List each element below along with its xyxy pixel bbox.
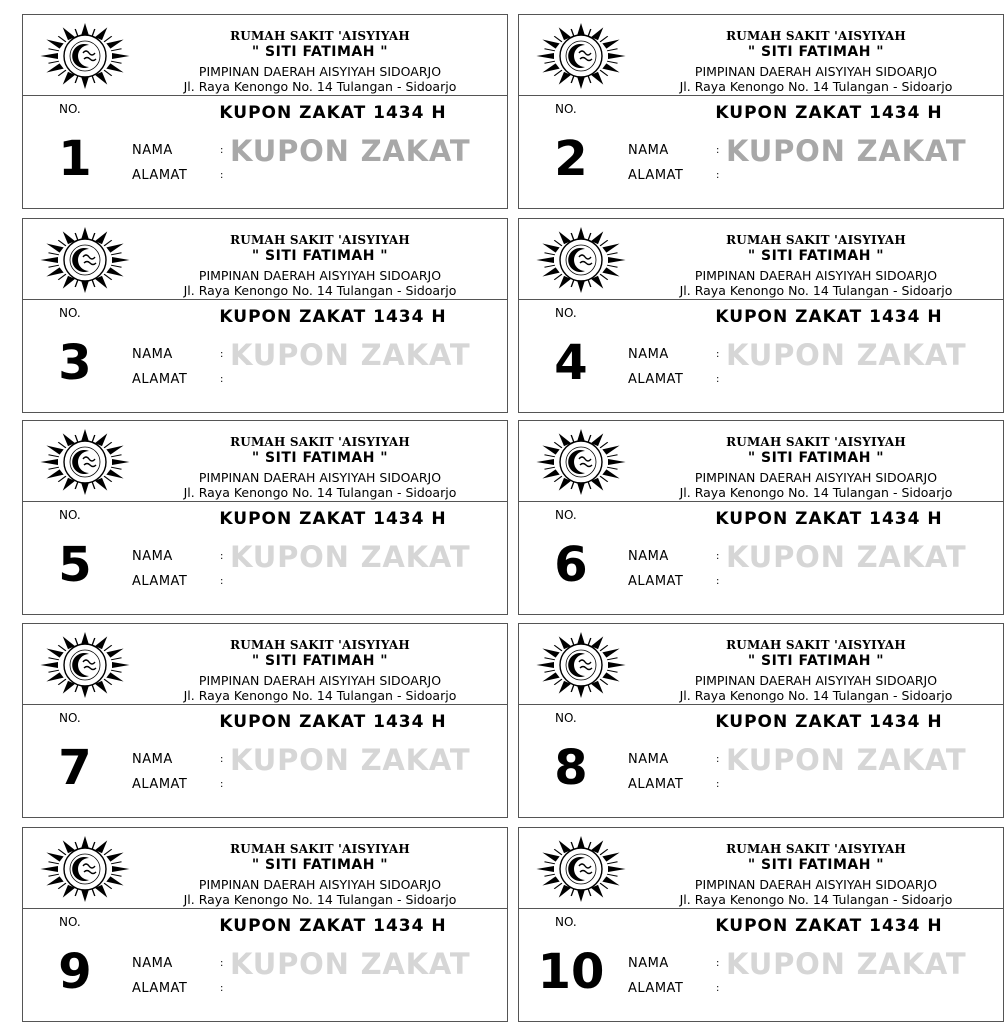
zakat-coupon: [518, 420, 1004, 615]
alamat-label: ALAMAT: [132, 168, 188, 183]
coupon-number: 4: [554, 335, 588, 391]
nama-label: NAMA: [628, 347, 669, 362]
zakat-coupon: [22, 623, 508, 818]
hospital-name: RUMAH SAKIT 'AISYIYAH: [230, 435, 410, 449]
hospital-name: RUMAH SAKIT 'AISYIYAH: [230, 638, 410, 652]
nama-colon: :: [220, 349, 224, 360]
header-divider: [23, 501, 507, 502]
alamat-colon: :: [716, 779, 720, 790]
zakat-coupon: [22, 827, 508, 1022]
hospital-name: RUMAH SAKIT 'AISYIYAH: [230, 842, 410, 856]
nama-colon: :: [716, 349, 720, 360]
hospital-address: Jl. Raya Kenongo No. 14 Tulangan - Sidoarjo: [183, 688, 457, 703]
header-divider: [519, 95, 1003, 96]
hospital-name: RUMAH SAKIT 'AISYIYAH: [726, 638, 906, 652]
header-divider: [519, 501, 1003, 502]
alamat-label: ALAMAT: [628, 981, 684, 996]
zakat-coupon: [518, 218, 1004, 413]
alamat-label: ALAMAT: [132, 574, 188, 589]
zakat-coupon: [518, 623, 1004, 818]
hospital-address: Jl. Raya Kenongo No. 14 Tulangan - Sidoarjo: [679, 688, 953, 703]
hospital-subtitle: " SITI FATIMAH ": [251, 857, 389, 873]
hospital-address: Jl. Raya Kenongo No. 14 Tulangan - Sidoarjo: [679, 485, 953, 500]
nama-colon: :: [716, 754, 720, 765]
hospital-subtitle: " SITI FATIMAH ": [251, 450, 389, 466]
number-label: NO.: [59, 711, 81, 725]
coupon-header: [519, 219, 1003, 299]
aisyiyah-logo-icon: [35, 630, 135, 700]
alamat-colon: :: [220, 576, 224, 587]
coupon-header: [519, 15, 1003, 95]
coupon-number: 2: [554, 131, 588, 187]
alamat-colon: :: [716, 983, 720, 994]
coupon-title: KUPON ZAKAT 1434 H: [715, 307, 943, 327]
alamat-label: ALAMAT: [132, 372, 188, 387]
organization-name: PIMPINAN DAERAH AISYIYAH SIDOARJO: [694, 64, 938, 79]
hospital-name: RUMAH SAKIT 'AISYIYAH: [230, 29, 410, 43]
hospital-subtitle: " SITI FATIMAH ": [251, 653, 389, 669]
hospital-subtitle: " SITI FATIMAH ": [747, 857, 885, 873]
hospital-subtitle: " SITI FATIMAH ": [747, 450, 885, 466]
organization-name: PIMPINAN DAERAH AISYIYAH SIDOARJO: [198, 877, 442, 892]
number-label: NO.: [555, 711, 577, 725]
zakat-coupon: [22, 218, 508, 413]
coupon-header: [23, 219, 507, 299]
coupon-title: KUPON ZAKAT 1434 H: [715, 916, 943, 936]
coupon-watermark: KUPON ZAKAT: [230, 338, 471, 372]
aisyiyah-logo-icon: [531, 21, 631, 91]
coupon-header: [23, 828, 507, 908]
organization-name: PIMPINAN DAERAH AISYIYAH SIDOARJO: [694, 673, 938, 688]
hospital-name: RUMAH SAKIT 'AISYIYAH: [230, 233, 410, 247]
coupon-number: 6: [554, 537, 588, 593]
coupon-title: KUPON ZAKAT 1434 H: [715, 712, 943, 732]
coupon-title: KUPON ZAKAT 1434 H: [219, 307, 447, 327]
aisyiyah-logo-icon: [531, 427, 631, 497]
coupon-header: [23, 15, 507, 95]
alamat-colon: :: [716, 576, 720, 587]
coupon-number: 1: [58, 131, 92, 187]
hospital-subtitle: " SITI FATIMAH ": [747, 248, 885, 264]
header-divider: [519, 704, 1003, 705]
nama-label: NAMA: [132, 752, 173, 767]
nama-colon: :: [716, 958, 720, 969]
nama-label: NAMA: [628, 143, 669, 158]
coupon-title: KUPON ZAKAT 1434 H: [715, 509, 943, 529]
zakat-coupon: [22, 420, 508, 615]
coupon-number: 8: [554, 740, 588, 796]
number-label: NO.: [59, 102, 81, 116]
alamat-label: ALAMAT: [628, 168, 684, 183]
alamat-label: ALAMAT: [628, 777, 684, 792]
nama-colon: :: [220, 958, 224, 969]
coupon-watermark: KUPON ZAKAT: [230, 540, 471, 574]
nama-label: NAMA: [132, 956, 173, 971]
coupon-header: [519, 624, 1003, 704]
zakat-coupon: [518, 827, 1004, 1022]
coupon-header: [23, 421, 507, 501]
number-label: NO.: [555, 508, 577, 522]
coupon-number: 9: [58, 944, 92, 1000]
coupon-watermark: KUPON ZAKAT: [726, 134, 967, 168]
nama-label: NAMA: [132, 549, 173, 564]
header-divider: [519, 299, 1003, 300]
hospital-address: Jl. Raya Kenongo No. 14 Tulangan - Sidoarjo: [679, 892, 953, 907]
header-divider: [23, 908, 507, 909]
coupon-number: 5: [58, 537, 92, 593]
organization-name: PIMPINAN DAERAH AISYIYAH SIDOARJO: [694, 470, 938, 485]
alamat-label: ALAMAT: [628, 574, 684, 589]
organization-name: PIMPINAN DAERAH AISYIYAH SIDOARJO: [694, 268, 938, 283]
coupon-watermark: KUPON ZAKAT: [230, 947, 471, 981]
alamat-colon: :: [716, 170, 720, 181]
coupon-watermark: KUPON ZAKAT: [726, 947, 967, 981]
hospital-subtitle: " SITI FATIMAH ": [747, 44, 885, 60]
aisyiyah-logo-icon: [35, 427, 135, 497]
coupon-number: 10: [537, 944, 605, 1000]
alamat-label: ALAMAT: [628, 372, 684, 387]
nama-label: NAMA: [628, 549, 669, 564]
coupon-header: [23, 624, 507, 704]
organization-name: PIMPINAN DAERAH AISYIYAH SIDOARJO: [198, 64, 442, 79]
number-label: NO.: [555, 915, 577, 929]
zakat-coupon: [22, 14, 508, 209]
header-divider: [519, 908, 1003, 909]
nama-label: NAMA: [132, 143, 173, 158]
coupon-header: [519, 421, 1003, 501]
alamat-colon: :: [220, 983, 224, 994]
alamat-label: ALAMAT: [132, 981, 188, 996]
aisyiyah-logo-icon: [35, 225, 135, 295]
coupon-title: KUPON ZAKAT 1434 H: [219, 103, 447, 123]
organization-name: PIMPINAN DAERAH AISYIYAH SIDOARJO: [198, 470, 442, 485]
hospital-address: Jl. Raya Kenongo No. 14 Tulangan - Sidoarjo: [183, 79, 457, 94]
organization-name: PIMPINAN DAERAH AISYIYAH SIDOARJO: [198, 268, 442, 283]
coupon-watermark: KUPON ZAKAT: [726, 338, 967, 372]
coupon-title: KUPON ZAKAT 1434 H: [219, 509, 447, 529]
coupon-watermark: KUPON ZAKAT: [230, 743, 471, 777]
number-label: NO.: [555, 102, 577, 116]
hospital-address: Jl. Raya Kenongo No. 14 Tulangan - Sidoarjo: [183, 892, 457, 907]
coupon-title: KUPON ZAKAT 1434 H: [715, 103, 943, 123]
coupon-number: 7: [58, 740, 92, 796]
alamat-colon: :: [220, 779, 224, 790]
organization-name: PIMPINAN DAERAH AISYIYAH SIDOARJO: [694, 877, 938, 892]
aisyiyah-logo-icon: [531, 225, 631, 295]
alamat-colon: :: [220, 374, 224, 385]
hospital-subtitle: " SITI FATIMAH ": [251, 248, 389, 264]
nama-label: NAMA: [628, 956, 669, 971]
nama-colon: :: [220, 754, 224, 765]
coupon-title: KUPON ZAKAT 1434 H: [219, 712, 447, 732]
number-label: NO.: [59, 508, 81, 522]
aisyiyah-logo-icon: [531, 630, 631, 700]
hospital-subtitle: " SITI FATIMAH ": [747, 653, 885, 669]
nama-colon: :: [716, 551, 720, 562]
coupon-header: [519, 828, 1003, 908]
number-label: NO.: [59, 915, 81, 929]
nama-label: NAMA: [132, 347, 173, 362]
header-divider: [23, 704, 507, 705]
hospital-address: Jl. Raya Kenongo No. 14 Tulangan - Sidoarjo: [679, 79, 953, 94]
header-divider: [23, 299, 507, 300]
header-divider: [23, 95, 507, 96]
alamat-colon: :: [220, 170, 224, 181]
alamat-label: ALAMAT: [132, 777, 188, 792]
coupon-number: 3: [58, 335, 92, 391]
coupon-watermark: KUPON ZAKAT: [726, 743, 967, 777]
number-label: NO.: [555, 306, 577, 320]
number-label: NO.: [59, 306, 81, 320]
nama-label: NAMA: [628, 752, 669, 767]
hospital-name: RUMAH SAKIT 'AISYIYAH: [726, 435, 906, 449]
nama-colon: :: [220, 145, 224, 156]
hospital-address: Jl. Raya Kenongo No. 14 Tulangan - Sidoarjo: [183, 283, 457, 298]
hospital-address: Jl. Raya Kenongo No. 14 Tulangan - Sidoarjo: [183, 485, 457, 500]
coupon-title: KUPON ZAKAT 1434 H: [219, 916, 447, 936]
hospital-address: Jl. Raya Kenongo No. 14 Tulangan - Sidoarjo: [679, 283, 953, 298]
zakat-coupon: [518, 14, 1004, 209]
hospital-name: RUMAH SAKIT 'AISYIYAH: [726, 842, 906, 856]
alamat-colon: :: [716, 374, 720, 385]
aisyiyah-logo-icon: [35, 21, 135, 91]
hospital-name: RUMAH SAKIT 'AISYIYAH: [726, 29, 906, 43]
nama-colon: :: [220, 551, 224, 562]
hospital-subtitle: " SITI FATIMAH ": [251, 44, 389, 60]
hospital-name: RUMAH SAKIT 'AISYIYAH: [726, 233, 906, 247]
organization-name: PIMPINAN DAERAH AISYIYAH SIDOARJO: [198, 673, 442, 688]
nama-colon: :: [716, 145, 720, 156]
aisyiyah-logo-icon: [35, 834, 135, 904]
coupon-watermark: KUPON ZAKAT: [726, 540, 967, 574]
aisyiyah-logo-icon: [531, 834, 631, 904]
coupon-watermark: KUPON ZAKAT: [230, 134, 471, 168]
